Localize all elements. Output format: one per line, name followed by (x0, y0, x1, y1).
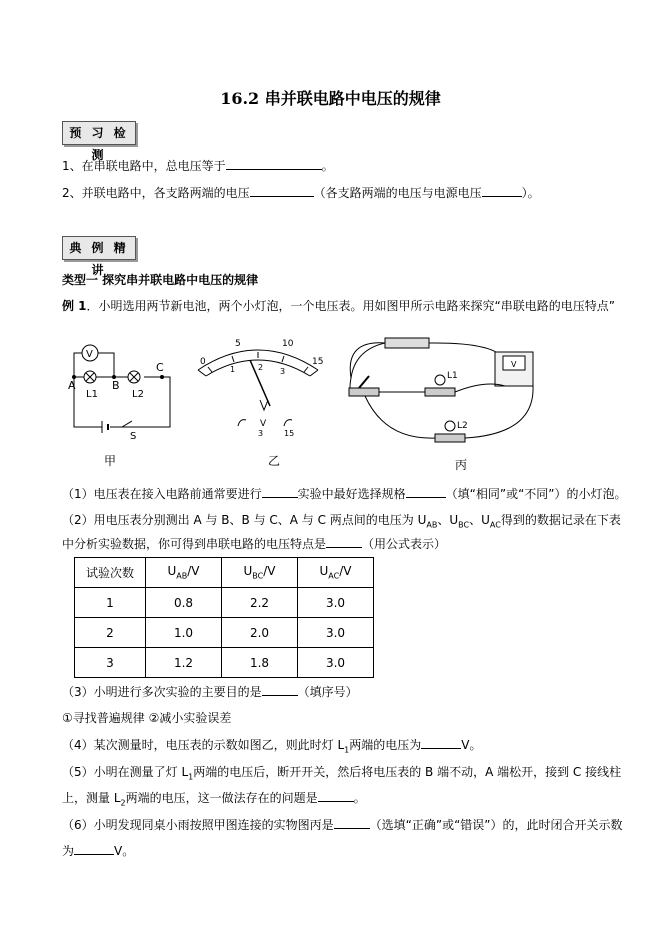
dial-tick-2: 2 (258, 363, 264, 372)
figure-label-yi: 乙 (268, 454, 281, 468)
blank (262, 485, 298, 498)
table-cell: 1.8 (222, 648, 298, 678)
voltmeter-symbol: V (86, 349, 93, 360)
part5-line1-mid: 两端的电压后，断开开关，然后将电压表的 B 端不动，A 端松开，接到 C 接线柱 (193, 765, 622, 779)
section-tag-preview: 预 习 检 测 (62, 121, 136, 145)
physical-circuit-bing (345, 330, 555, 452)
table-row (75, 648, 374, 678)
part-2-line1: （2）用电压表分别测出 A 与 B、B 与 C、A 与 C 两点间的电压为 $U_{AB}$、$U_{BC}$、$U_{AC}$得到的数据记录在下表 (62, 513, 621, 530)
q1-prefix: 1、在串联电路中，总电压等于 (62, 159, 226, 173)
table-cell: 1.0 (146, 618, 222, 648)
part2-line1-rest: 得到的数据记录在下表 (500, 513, 621, 527)
part2-line1: （2）用电压表分别测出 A 与 B、B 与 C、A 与 C 两点间的电压为 U (62, 513, 427, 527)
table-cell: 2.2 (222, 588, 298, 618)
blank (262, 683, 298, 696)
blank (482, 184, 522, 197)
table-cell: 3.0 (298, 588, 374, 618)
dial-tick-5: 5 (235, 339, 241, 349)
part4-end: V。 (461, 738, 482, 752)
q2-prefix: 2、并联电路中，各支路两端的电压 (62, 186, 250, 200)
part6-line2: 为 (62, 844, 75, 858)
meter-v-symbol: V (511, 360, 517, 369)
blank (326, 535, 362, 548)
question-1 (62, 157, 334, 174)
blank (318, 789, 354, 802)
part-5-line2: 上，测量 $L_2$两端的电压，这一做法存在的问题是 。 (62, 791, 366, 808)
label-l1: L1 (86, 389, 98, 400)
bulb-l2-label: L2 (457, 421, 468, 431)
type1-heading: 类型一 探究串并联电路中电压的规律 (62, 273, 259, 287)
part5-line2-mid: 两端的电压，这一做法存在的问题是 (125, 791, 318, 805)
part-6-line2 (62, 842, 134, 859)
dial-tick-1: 1 (230, 365, 236, 374)
page-title: 16.2 串并联电路中电压的规律 (220, 89, 441, 108)
example-1 (62, 297, 615, 314)
table-cell: 1 (75, 588, 146, 618)
figure-label-jia: 甲 (104, 454, 117, 468)
part-4: （4）某次测量时，电压表的示数如图乙，则此时灯 $L_1$两端的电压为 V。 (62, 738, 482, 755)
q2-suffix: ）。 (521, 186, 540, 200)
table-cell: 2 (75, 618, 146, 648)
part3-end: （填序号） (297, 685, 358, 699)
part-6-line1 (62, 816, 623, 833)
q1-suffix: 。 (321, 159, 334, 173)
q2-middle: （各支路两端的电压与电源电压 (313, 186, 482, 200)
dial-tick-10: 10 (282, 339, 294, 349)
terminal-3: 3 (258, 429, 264, 438)
figure-label-bing: 丙 (455, 458, 468, 472)
part5-line2-end: 。 (353, 791, 366, 805)
label-s: S (130, 431, 137, 442)
part4-mid: 两端的电压为 (349, 738, 422, 752)
table-row (75, 618, 374, 648)
part-2-line2 (62, 535, 446, 552)
blank (406, 485, 446, 498)
voltmeter-dial-yi (188, 330, 328, 440)
blank (421, 736, 461, 749)
part-3-options: ①寻找普遍规律 ②减小实验误差 (62, 711, 232, 725)
dial-tick-3: 3 (280, 367, 286, 376)
table-cell: 2.0 (222, 618, 298, 648)
label-l2: L2 (132, 389, 144, 400)
example-label: 例 1 (62, 299, 87, 313)
label-a: A (68, 379, 76, 392)
dial-v-symbol: V (260, 419, 267, 429)
table-cell: 1.2 (146, 648, 222, 678)
part1-b: 实验中最好选择规格 (297, 487, 406, 501)
part6-line1: （6）小明发现同桌小雨按照甲图连接的实物图丙是 (62, 818, 334, 832)
label-b: B (112, 379, 120, 392)
bulb-l1-label: L1 (447, 371, 458, 381)
table-header: $U_{BC}/V$ (222, 558, 298, 588)
part2-line2-end: （用公式表示） (362, 537, 447, 551)
part6-line2-end: V。 (114, 844, 135, 858)
question-2 (62, 184, 540, 201)
label-c: C (156, 361, 164, 374)
table-header: 试验次数 (75, 558, 146, 588)
terminal-15: 15 (284, 429, 295, 438)
part1-a: （1）电压表在接入电路前通常要进行 (62, 487, 262, 501)
blank (250, 184, 314, 197)
dial-tick-15: 15 (312, 357, 324, 367)
node-c (160, 375, 164, 379)
dial-tick-0: 0 (200, 357, 206, 367)
section-tag-examples: 典 例 精 讲 (62, 236, 136, 260)
part5-line1: （5）小明在测量了灯 L (62, 765, 189, 779)
table-header-row (75, 558, 374, 588)
data-table (74, 557, 374, 678)
table-cell: 3 (75, 648, 146, 678)
part6-line1-mid: （选填“正确”或“错误”）的，此时闭合开关示数 (369, 818, 623, 832)
part-5-line1: （5）小明在测量了灯 $L_1$两端的电压后，断开开关，然后将电压表的 B 端不动，A 端松开，接到 C 接线柱 (62, 765, 622, 782)
table-header: $U_{AC}/V$ (298, 558, 374, 588)
table-header: $U_{AB}/V$ (146, 558, 222, 588)
example-text: ．小明选用两节新电池，两个小灯泡，一个电压表。用如图甲所示电路来探究“串联电路的电压特点” (86, 299, 615, 313)
part-3 (62, 683, 358, 700)
table-cell: 0.8 (146, 588, 222, 618)
part-1 (62, 485, 627, 502)
part1-c: （填“相同”或“不同”）的小灯泡。 (445, 487, 627, 501)
blank (334, 816, 370, 829)
table-cell: 3.0 (298, 648, 374, 678)
circuit-diagram-jia (62, 335, 182, 445)
part3-text: （3）小明进行多次实验的主要目的是 (62, 685, 262, 699)
blank (74, 842, 114, 855)
part5-line2: 上，测量 L (62, 791, 121, 805)
table-cell: 3.0 (298, 618, 374, 648)
table-row (75, 588, 374, 618)
part4-text: （4）某次测量时，电压表的示数如图乙，则此时灯 L (62, 738, 345, 752)
blank (226, 157, 322, 170)
part2-line2: 中分析实验数据，你可得到串联电路的电压特点是 (62, 537, 327, 551)
